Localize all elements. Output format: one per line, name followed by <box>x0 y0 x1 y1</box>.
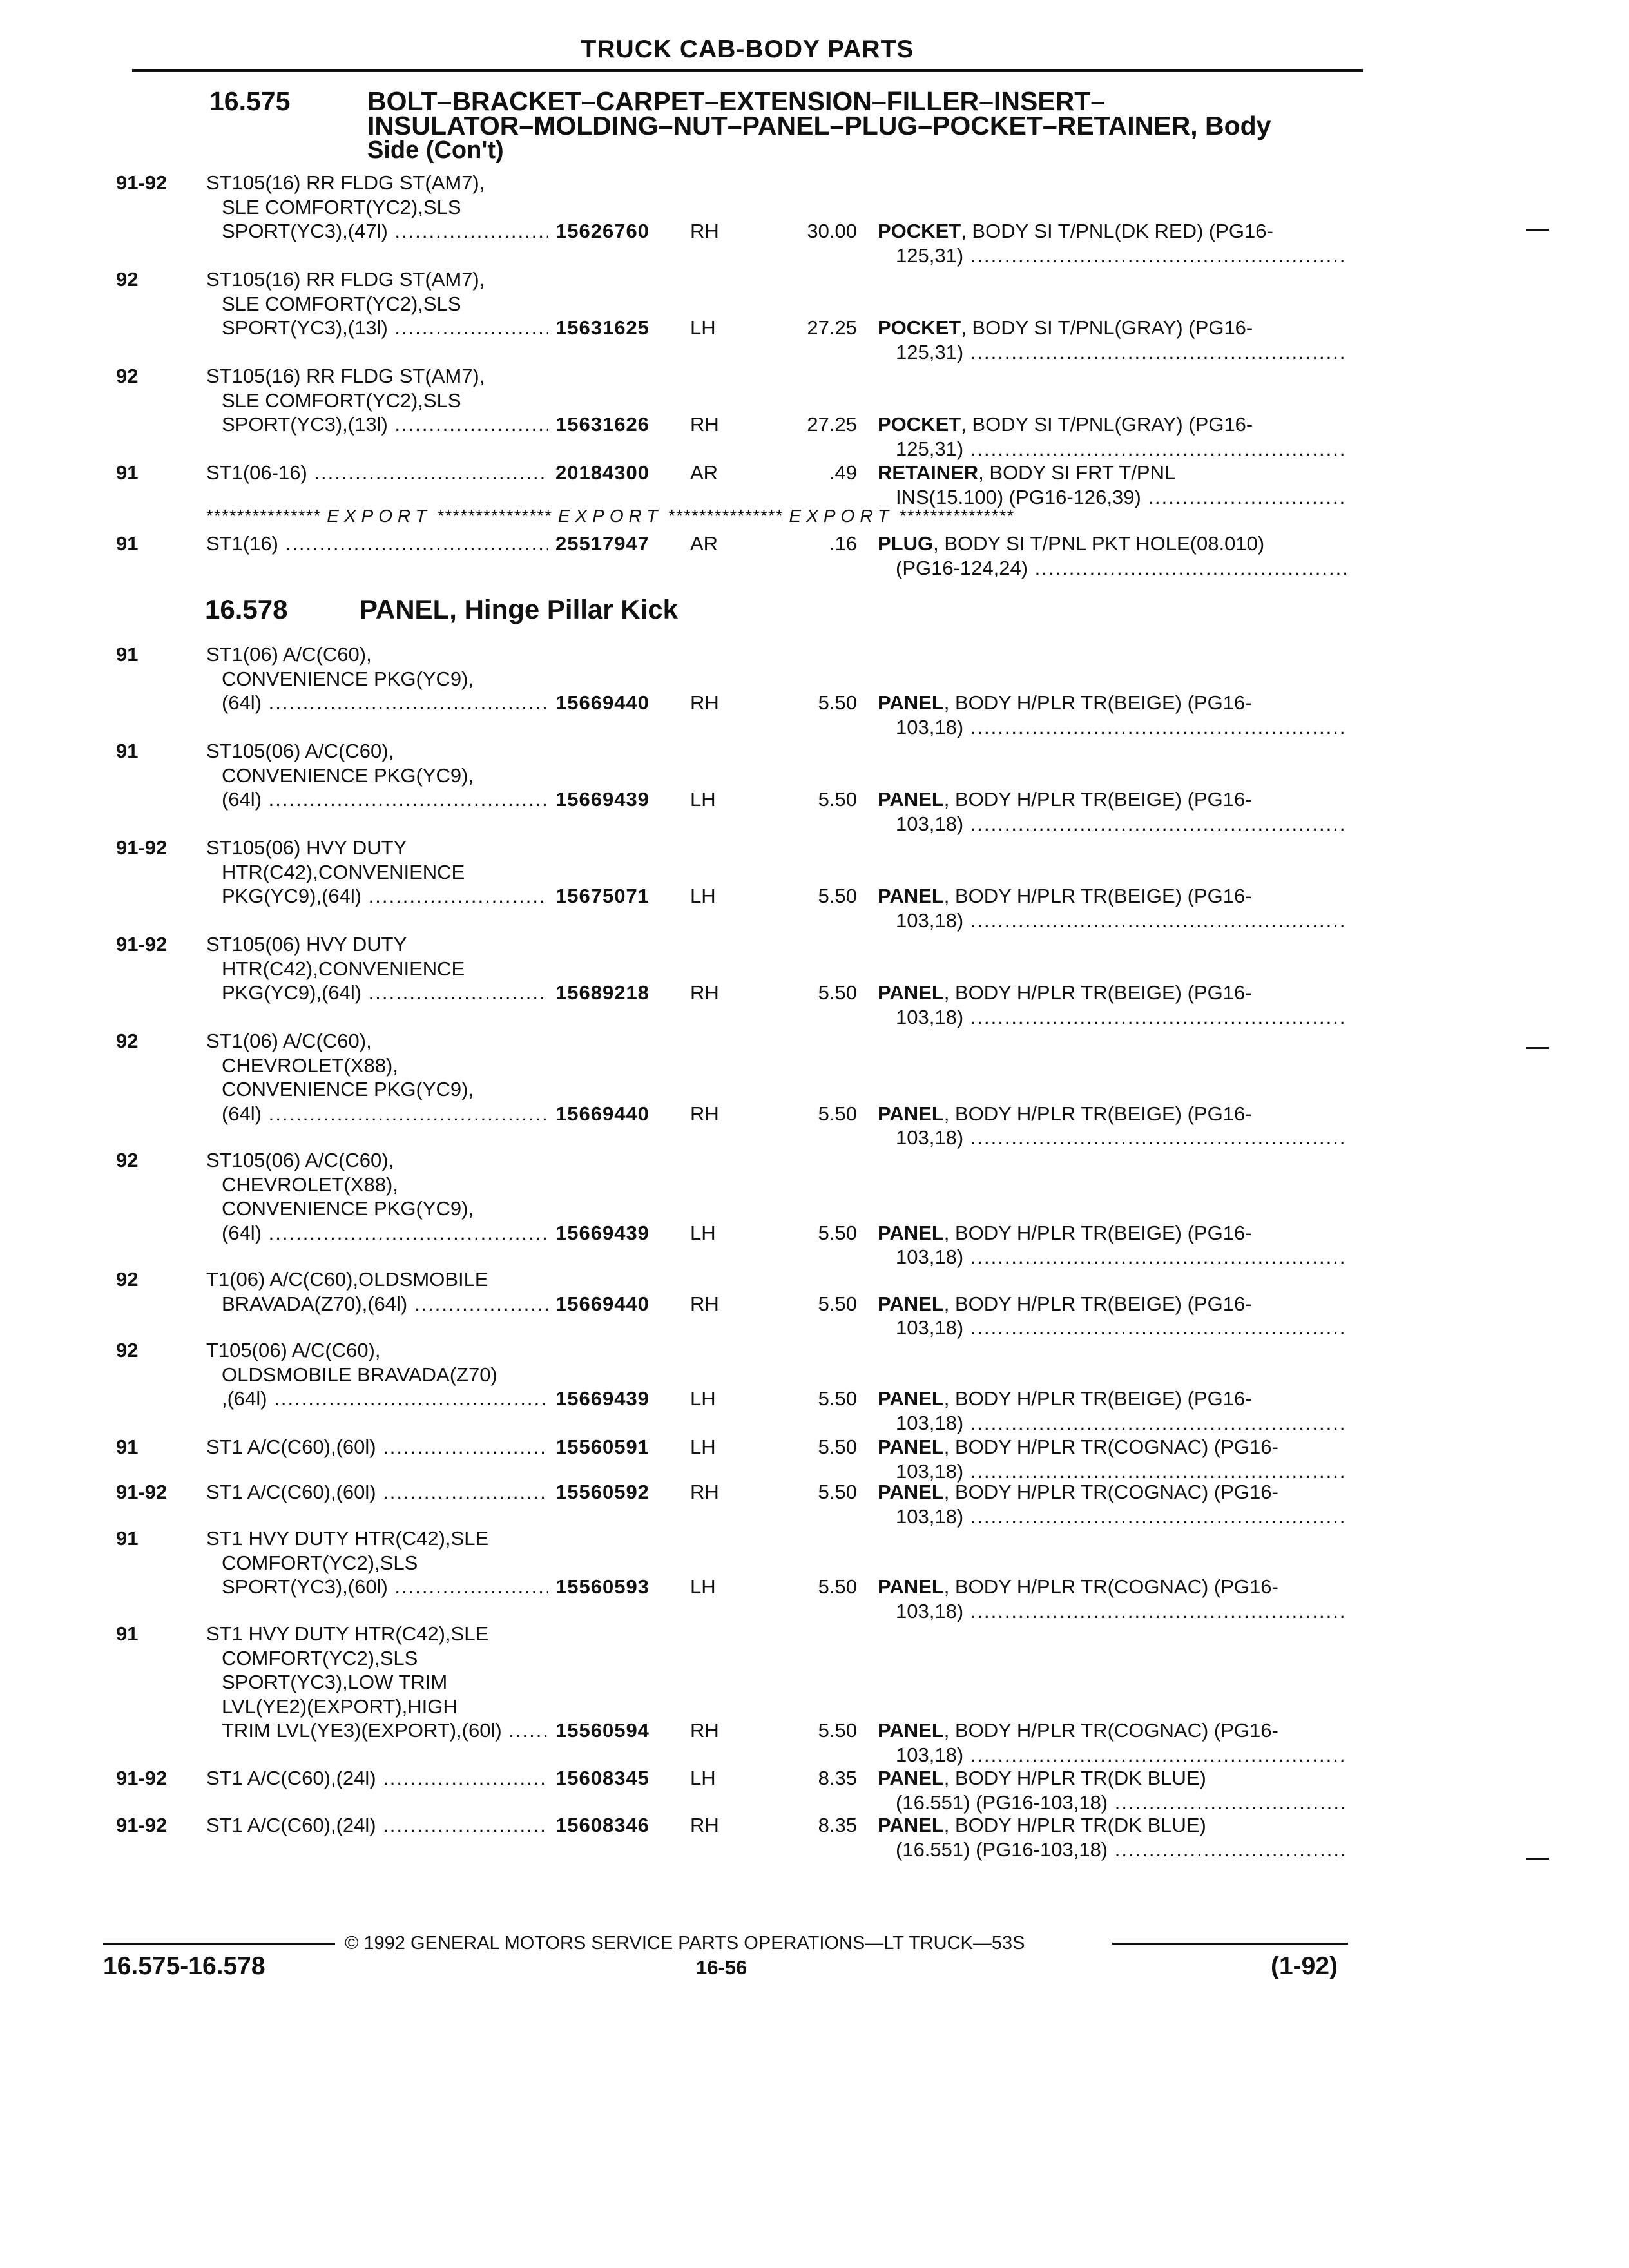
usage-line: CONVENIENCE PKG(YC9), <box>222 764 474 787</box>
part-detail: , BODY H/PLR TR(BEIGE) (PG16- <box>943 1387 1252 1410</box>
usage-line: CONVENIENCE PKG(YC9), <box>222 1197 474 1220</box>
side-code: AR <box>690 532 718 555</box>
part-detail-ref: 103,18) <box>896 1245 964 1268</box>
part-description <box>878 1387 1348 1435</box>
model-year: 92 <box>116 268 139 291</box>
usage-line: ST1(16) ..... <box>206 532 548 556</box>
part-detail-ref: 125,31) <box>896 340 964 363</box>
part-number: 15669439 <box>555 788 650 811</box>
usage-line: ST105(06) A/C(C60), <box>206 1149 394 1171</box>
model-year: 91-92 <box>116 836 168 859</box>
side-code: RH <box>690 413 719 436</box>
list-price: 5.50 <box>818 1436 857 1458</box>
list-price: 8.35 <box>818 1767 857 1789</box>
usage-line: SPORT(YC3),(60l) ..... <box>206 1575 548 1599</box>
usage-line: CONVENIENCE PKG(YC9), <box>222 667 474 690</box>
export-marker: EXPORT <box>557 506 663 526</box>
side-code: LH <box>690 1575 716 1598</box>
part-number: 15560593 <box>555 1575 650 1598</box>
model-year: 92 <box>116 1268 139 1291</box>
side-code: LH <box>690 1767 716 1789</box>
usage-line: PKG(YC9),(64l) ..... <box>206 981 548 1005</box>
usage-description <box>206 1148 548 1245</box>
part-detail: , BODY SI T/PNL(DK RED) (PG16- <box>961 220 1273 242</box>
list-price: .49 <box>829 461 857 484</box>
part-description <box>878 1292 1348 1340</box>
part-description <box>878 316 1348 364</box>
footer-rule <box>103 1943 335 1945</box>
model-year: 92 <box>116 1339 139 1361</box>
side-code: LH <box>690 885 716 907</box>
side-code: LH <box>690 1387 716 1410</box>
part-detail-ref: 103,18) <box>896 812 964 835</box>
part-number: 15669440 <box>555 1292 650 1315</box>
part-number: 15560591 <box>555 1436 650 1458</box>
list-price: 5.50 <box>818 1481 857 1503</box>
list-price: 5.50 <box>818 1575 857 1598</box>
part-name: PANEL <box>878 691 944 714</box>
part-number: 15675071 <box>555 885 650 907</box>
side-code: LH <box>690 316 716 339</box>
margin-tick <box>1526 1858 1549 1860</box>
usage-line: ST105(06) HVY DUTY <box>206 933 407 956</box>
usage-line: PKG(YC9),(64l) ..... <box>206 884 548 908</box>
model-year: 91 <box>116 643 139 666</box>
part-detail-ref: 103,18) <box>896 1126 964 1149</box>
part-description <box>878 412 1348 461</box>
usage-line: (64l) ..... <box>206 1102 548 1126</box>
part-description <box>878 461 1348 509</box>
list-price: 5.50 <box>818 981 857 1004</box>
page-header <box>132 35 1363 73</box>
part-description <box>878 1435 1348 1483</box>
usage-line: (64l) ..... <box>206 691 548 715</box>
usage-description <box>206 932 548 1005</box>
part-detail: , BODY H/PLR TR(BEIGE) (PG16- <box>943 1292 1252 1315</box>
part-description <box>878 1221 1348 1269</box>
model-year: 91 <box>116 1622 139 1645</box>
usage-description <box>206 1267 548 1316</box>
side-code: RH <box>690 220 719 242</box>
usage-line: ,(64l) ..... <box>206 1387 548 1411</box>
model-year: 91 <box>116 1527 139 1550</box>
usage-line: T1(06) A/C(C60),OLDSMOBILE <box>206 1268 488 1291</box>
revision-date: (1-92) <box>1271 1952 1338 1980</box>
part-detail-ref: 103,18) <box>896 1459 964 1483</box>
part-description <box>878 691 1348 739</box>
part-number: 15669439 <box>555 1221 650 1244</box>
part-detail: , BODY H/PLR TR(BEIGE) (PG16- <box>943 788 1252 811</box>
list-price: 30.00 <box>807 220 857 242</box>
part-detail: , BODY H/PLR TR(COGNAC) (PG16- <box>943 1575 1278 1598</box>
list-price: .16 <box>829 532 857 555</box>
usage-description <box>206 364 548 437</box>
part-detail: , BODY H/PLR TR(DK BLUE) <box>943 1814 1206 1836</box>
part-description <box>878 1102 1348 1150</box>
usage-line: ST1(06-16) ..... <box>206 461 548 485</box>
list-price: 5.50 <box>818 885 857 907</box>
part-number: 15669440 <box>555 1102 650 1125</box>
side-code: RH <box>690 1814 719 1836</box>
part-number: 15669439 <box>555 1387 650 1410</box>
part-name: PANEL <box>878 788 944 811</box>
part-name: POCKET <box>878 413 961 436</box>
part-description <box>878 1575 1348 1623</box>
part-detail: , BODY H/PLR TR(BEIGE) (PG16- <box>943 1221 1252 1244</box>
part-detail: , BODY H/PLR TR(DK BLUE) <box>943 1767 1206 1789</box>
side-code: RH <box>690 1292 719 1315</box>
model-year: 91-92 <box>116 933 168 956</box>
list-price: 5.50 <box>818 788 857 811</box>
usage-line: HTR(C42),CONVENIENCE <box>222 860 465 883</box>
model-year: 92 <box>116 365 139 387</box>
part-detail-ref: 103,18) <box>896 1005 964 1028</box>
part-number: 15560592 <box>555 1481 650 1503</box>
usage-line: ST1(06) A/C(C60), <box>206 1030 372 1052</box>
part-name: PANEL <box>878 885 944 907</box>
usage-line: CONVENIENCE PKG(YC9), <box>222 1078 474 1100</box>
part-detail: , BODY H/PLR TR(BEIGE) (PG16- <box>943 981 1252 1004</box>
list-price: 27.25 <box>807 413 857 436</box>
usage-line: ST1 HVY DUTY HTR(C42),SLE <box>206 1527 489 1550</box>
part-detail-ref: 103,18) <box>896 1599 964 1622</box>
side-code: RH <box>690 1481 719 1503</box>
part-detail-ref: 103,18) <box>896 715 964 738</box>
export-marker: EXPORT <box>327 506 432 526</box>
part-name: PANEL <box>878 1387 944 1410</box>
model-year: 92 <box>116 1030 139 1052</box>
usage-line: ST105(06) HVY DUTY <box>206 836 407 859</box>
list-price: 5.50 <box>818 691 857 714</box>
usage-description <box>206 1622 548 1743</box>
part-detail-ref: (16.551) (PG16-103,18) <box>896 1791 1108 1814</box>
part-detail: , BODY H/PLR TR(BEIGE) (PG16- <box>943 1102 1252 1125</box>
part-detail-ref: INS(15.100) (PG16-126,39) <box>896 485 1141 508</box>
model-year: 91-92 <box>116 1767 168 1789</box>
usage-description <box>206 1526 548 1599</box>
side-code: RH <box>690 981 719 1004</box>
model-year: 91 <box>116 532 139 555</box>
usage-line: ST1 HVY DUTY HTR(C42),SLE <box>206 1622 489 1645</box>
part-name: PANEL <box>878 981 944 1004</box>
usage-line: LVL(YE2)(EXPORT),HIGH <box>222 1695 458 1718</box>
margin-tick <box>1526 229 1549 231</box>
side-code: AR <box>690 461 718 484</box>
usage-line: OLDSMOBILE BRAVADA(Z70) <box>222 1363 497 1386</box>
part-detail: , BODY SI FRT T/PNL <box>978 461 1176 484</box>
part-number: 15669440 <box>555 691 650 714</box>
part-description <box>878 1480 1348 1528</box>
list-price: 5.50 <box>818 1221 857 1244</box>
usage-line: ST1 A/C(C60),(24l) ..... <box>206 1766 548 1791</box>
usage-line: (64l) ..... <box>206 1221 548 1245</box>
part-number: 15631626 <box>555 413 650 436</box>
part-number: 25517947 <box>555 532 650 555</box>
part-detail: , BODY H/PLR TR(BEIGE) (PG16- <box>943 691 1252 714</box>
part-name: PANEL <box>878 1481 944 1503</box>
part-detail: , BODY SI T/PNL(GRAY) (PG16- <box>961 316 1253 339</box>
part-name: PANEL <box>878 1575 944 1598</box>
part-detail: , BODY H/PLR TR(COGNAC) (PG16- <box>943 1436 1278 1458</box>
list-price: 5.50 <box>818 1102 857 1125</box>
footer-rule <box>1112 1943 1348 1945</box>
usage-description <box>206 1813 548 1838</box>
usage-line: (64l) ..... <box>206 787 548 812</box>
part-number: 15626760 <box>555 220 650 242</box>
usage-line: SLE COMFORT(YC2),SLS <box>222 195 461 218</box>
usage-description <box>206 1029 548 1126</box>
part-number: 15631625 <box>555 316 650 339</box>
part-detail-ref: (PG16-124,24) <box>896 556 1028 579</box>
section-title-line-1: BOLT–BRACKET–CARPET–EXTENSION–FILLER–INSERT– <box>367 86 1106 116</box>
usage-description <box>206 1338 548 1411</box>
model-year: 91-92 <box>116 1814 168 1836</box>
usage-line: TRIM LVL(YE3)(EXPORT),(60l) ..... <box>206 1718 548 1743</box>
part-detail-ref: (16.551) (PG16-103,18) <box>896 1838 1108 1861</box>
section-heading-16-575 <box>209 86 1369 166</box>
part-description <box>878 1813 1348 1861</box>
page-number: 16-56 <box>696 1956 747 1979</box>
usage-line: SLE COMFORT(YC2),SLS <box>222 292 461 315</box>
section-title: PANEL, Hinge Pillar Kick <box>360 594 679 624</box>
list-price: 5.50 <box>818 1719 857 1742</box>
usage-line: ST105(16) RR FLDG ST(AM7), <box>206 268 485 291</box>
part-description <box>878 1718 1348 1767</box>
part-name: PANEL <box>878 1292 944 1315</box>
section-number: 16.575 <box>209 86 291 116</box>
usage-line: ST1 A/C(C60),(60l) ..... <box>206 1435 548 1459</box>
usage-line: BRAVADA(Z70),(64l) ..... <box>206 1292 548 1316</box>
usage-line: ST105(16) RR FLDG ST(AM7), <box>206 365 485 387</box>
export-marker: EXPORT <box>789 506 894 526</box>
usage-line: ST1 A/C(C60),(24l) ..... <box>206 1813 548 1838</box>
part-number: 15689218 <box>555 981 650 1004</box>
copyright-line: © 1992 GENERAL MOTORS SERVICE PARTS OPERATIONS—LT TRUCK—53S <box>345 1933 1025 1954</box>
part-detail-ref: 103,18) <box>896 908 964 932</box>
list-price: 5.50 <box>818 1387 857 1410</box>
usage-description <box>206 267 548 340</box>
part-description <box>878 981 1348 1029</box>
usage-line: HTR(C42),CONVENIENCE <box>222 957 465 980</box>
part-number: 15608346 <box>555 1814 650 1836</box>
section-title-line-3: Side (Con't) <box>367 137 504 164</box>
side-code: RH <box>690 1719 719 1742</box>
usage-description <box>206 1480 548 1504</box>
model-year: 91 <box>116 1436 139 1458</box>
usage-line: SPORT(YC3),(47l) ..... <box>206 219 548 244</box>
list-price: 5.50 <box>818 1292 857 1315</box>
part-number: 15608345 <box>555 1767 650 1789</box>
section-number: 16.578 <box>205 594 288 624</box>
side-code: LH <box>690 1436 716 1458</box>
section-title-line-2: INSULATOR–MOLDING–NUT–PANEL–PLUG–POCKET–RETAINER, Body <box>367 111 1271 140</box>
usage-line: SPORT(YC3),LOW TRIM <box>222 1671 448 1693</box>
usage-line: COMFORT(YC2),SLS <box>222 1646 418 1669</box>
usage-line: CHEVROLET(X88), <box>222 1053 398 1077</box>
usage-line: CHEVROLET(X88), <box>222 1173 398 1196</box>
usage-line: ST105(06) A/C(C60), <box>206 740 394 762</box>
part-name: PLUG <box>878 532 934 555</box>
side-code: LH <box>690 788 716 811</box>
usage-line: SPORT(YC3),(13l) ..... <box>206 316 548 340</box>
list-price: 27.25 <box>807 316 857 339</box>
part-detail: , BODY H/PLR TR(COGNAC) (PG16- <box>943 1481 1278 1503</box>
part-description <box>878 787 1348 836</box>
model-year: 91-92 <box>116 1481 168 1503</box>
section-heading-16-578 <box>205 594 978 626</box>
export-divider: *************** EXPORT *************** EXPORT *************** EXPORT *************** <box>206 506 1015 526</box>
model-year: 91-92 <box>116 171 168 194</box>
usage-description <box>206 836 548 908</box>
section-range: 16.575-16.578 <box>103 1952 265 1980</box>
part-detail-ref: 103,18) <box>896 1743 964 1766</box>
part-detail-ref: 103,18) <box>896 1316 964 1339</box>
part-name: RETAINER <box>878 461 979 484</box>
side-code: RH <box>690 691 719 714</box>
part-description <box>878 884 1348 932</box>
part-detail: , BODY SI T/PNL(GRAY) (PG16- <box>961 413 1253 436</box>
usage-description <box>206 642 548 715</box>
part-detail-ref: 125,31) <box>896 437 964 460</box>
model-year: 91 <box>116 461 139 484</box>
model-year: 92 <box>116 1149 139 1171</box>
part-detail: , BODY SI T/PNL PKT HOLE(08.010) <box>933 532 1265 555</box>
usage-line: ST105(16) RR FLDG ST(AM7), <box>206 171 485 194</box>
margin-tick <box>1526 1047 1549 1049</box>
part-name: PANEL <box>878 1102 944 1125</box>
part-name: POCKET <box>878 220 961 242</box>
side-code: LH <box>690 1221 716 1244</box>
part-description <box>878 219 1348 267</box>
part-name: PANEL <box>878 1719 944 1742</box>
part-detail-ref: 103,18) <box>896 1504 964 1528</box>
usage-line: COMFORT(YC2),SLS <box>222 1551 418 1574</box>
part-name: PANEL <box>878 1436 944 1458</box>
part-number: 15560594 <box>555 1719 650 1742</box>
usage-line: ST1 A/C(C60),(60l) ..... <box>206 1480 548 1504</box>
usage-line: T105(06) A/C(C60), <box>206 1339 381 1361</box>
part-name: PANEL <box>878 1221 944 1244</box>
part-detail-ref: 103,18) <box>896 1411 964 1434</box>
page-title: TRUCK CAB-BODY PARTS <box>581 35 914 63</box>
usage-description <box>206 532 548 556</box>
part-detail-ref: 125,31) <box>896 244 964 267</box>
usage-description <box>206 739 548 812</box>
usage-line: ST1(06) A/C(C60), <box>206 643 372 666</box>
side-code: RH <box>690 1102 719 1125</box>
usage-line: SLE COMFORT(YC2),SLS <box>222 389 461 412</box>
part-number: 20184300 <box>555 461 650 484</box>
usage-description <box>206 171 548 244</box>
part-description <box>878 1766 1348 1814</box>
header-rule <box>132 69 1363 72</box>
part-name: PANEL <box>878 1767 944 1789</box>
usage-description <box>206 461 548 485</box>
usage-line: SPORT(YC3),(13l) ..... <box>206 412 548 437</box>
usage-description <box>206 1766 548 1791</box>
list-price: 8.35 <box>818 1814 857 1836</box>
model-year: 91 <box>116 740 139 762</box>
part-detail: , BODY H/PLR TR(COGNAC) (PG16- <box>943 1719 1278 1742</box>
part-name: PANEL <box>878 1814 944 1836</box>
part-name: POCKET <box>878 316 961 339</box>
part-description <box>878 532 1348 580</box>
part-detail: , BODY H/PLR TR(BEIGE) (PG16- <box>943 885 1252 907</box>
usage-description <box>206 1435 548 1459</box>
